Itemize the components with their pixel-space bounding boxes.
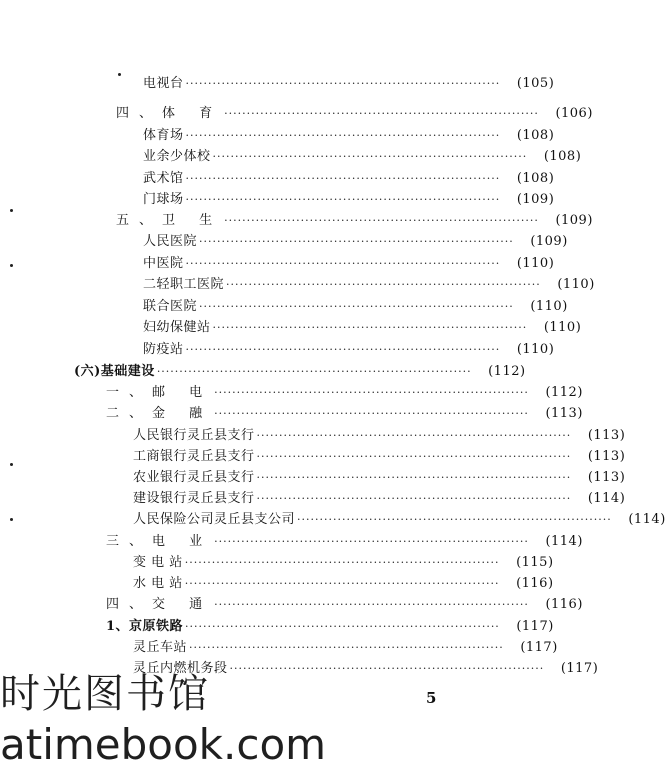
toc-entry — [133, 659, 599, 679]
toc-entry-title: 武术馆 — [143, 171, 184, 186]
toc-entry — [143, 147, 582, 167]
watermark-text-url: atimebook.com — [0, 720, 327, 769]
toc-subsection-entry — [106, 617, 554, 637]
scan-speck — [118, 73, 121, 76]
toc-entry-page: (110) — [516, 256, 555, 271]
toc-leader-dots: ······································································ — [156, 365, 472, 378]
toc-leader-dots: ······································································ — [214, 535, 529, 548]
toc-entry — [143, 190, 555, 210]
toc-leader-dots: ······································································ — [224, 107, 539, 120]
toc-entry-title: 1、京原铁路 — [106, 619, 184, 634]
toc-leader-dots: ······································································ — [256, 471, 572, 484]
toc-entry — [133, 468, 626, 488]
toc-entry-title: 变 电 站 — [133, 555, 183, 570]
toc-entry-page: (109) — [516, 192, 555, 207]
toc-entry-title: 四、体 育 — [116, 106, 223, 121]
toc-entry — [133, 510, 666, 530]
toc-leader-dots: ······································································ — [189, 641, 504, 654]
toc-leader-dots: ······································································ — [256, 450, 572, 463]
toc-entry-title: 建设银行灵丘县支行 — [133, 491, 255, 506]
toc-entry-page: (110) — [557, 277, 595, 292]
toc-entry — [133, 638, 558, 658]
toc-chapter-entry — [74, 362, 526, 382]
toc-entry-page: (110) — [516, 342, 555, 357]
toc-entry-title: 工商银行灵丘县支行 — [133, 449, 255, 464]
toc-section-entry — [106, 532, 583, 552]
toc-entry-title: 四、交 通 — [106, 597, 213, 612]
toc-entry-page: (114) — [628, 512, 666, 527]
toc-entry — [143, 169, 555, 189]
toc-section-entry — [106, 404, 583, 424]
toc-entry-page: (108) — [516, 171, 555, 186]
toc-entry — [143, 126, 555, 146]
toc-entry-page: (110) — [543, 320, 582, 335]
scan-speck — [10, 518, 13, 521]
toc-entry-page: (117) — [516, 619, 554, 634]
toc-entry-page: (116) — [516, 576, 554, 591]
toc-entry — [133, 553, 554, 573]
toc-entry — [143, 74, 555, 94]
toc-leader-dots: ······································································ — [184, 577, 500, 590]
toc-leader-dots: ······································································ — [185, 193, 501, 206]
toc-entry — [133, 426, 626, 446]
toc-entry — [143, 275, 595, 295]
toc-entry-page: (117) — [520, 640, 558, 655]
toc-entry — [143, 232, 568, 252]
toc-entry-page: (106) — [555, 106, 593, 121]
page-number: 5 — [426, 689, 437, 707]
toc-entry — [143, 340, 555, 360]
toc-entry-title: 二轻职工医院 — [143, 277, 225, 292]
toc-entry-title: 水 电 站 — [133, 576, 183, 591]
toc-entry-title: 电视台 — [143, 76, 184, 91]
toc-leader-dots: ······································································ — [212, 321, 528, 334]
toc-entry-title: 防疫站 — [143, 342, 184, 357]
toc-leader-dots: ······································································ — [229, 662, 545, 675]
watermark-text-chinese: 时光图书馆 — [0, 671, 210, 717]
toc-entry-page: (117) — [560, 661, 599, 676]
toc-leader-dots: ······································································ — [214, 386, 529, 399]
toc-leader-dots: ······································································ — [199, 300, 514, 313]
toc-entry-page: (113) — [587, 470, 626, 485]
toc-entry-title: (六)基础建设 — [74, 364, 155, 379]
toc-entry-title: 门球场 — [143, 192, 184, 207]
toc-entry-title: 业余少体校 — [143, 149, 211, 164]
toc-entry — [133, 489, 626, 509]
toc-entry-page: (116) — [545, 597, 583, 612]
toc-entry-page: (110) — [530, 299, 568, 314]
toc-entry-title: 五、卫 生 — [116, 213, 223, 228]
toc-entry-page: (108) — [516, 128, 555, 143]
scan-speck — [10, 264, 13, 267]
toc-entry-page: (112) — [545, 385, 583, 400]
toc-entry-title: 人民医院 — [143, 234, 198, 249]
toc-entry-page: (112) — [488, 364, 526, 379]
toc-entry-title: 灵丘车站 — [133, 640, 188, 655]
toc-entry-page: (113) — [587, 449, 626, 464]
toc-leader-dots: ······································································ — [224, 214, 539, 227]
toc-entry-title: 灵丘内燃机务段 — [133, 661, 228, 676]
toc-entry-title: 一、邮 电 — [106, 385, 213, 400]
toc-entry-page: (109) — [530, 234, 568, 249]
scan-speck — [10, 463, 13, 466]
toc-entry-title: 二、金 融 — [106, 406, 213, 421]
toc-leader-dots: ······································································ — [185, 620, 500, 633]
toc-section-entry — [116, 211, 593, 231]
toc-entry-title: 体育场 — [143, 128, 184, 143]
toc-entry — [133, 447, 626, 467]
toc-leader-dots: ······································································ — [185, 343, 501, 356]
toc-entry-page: (113) — [545, 406, 583, 421]
toc-leader-dots: ······································································ — [297, 513, 612, 526]
toc-entry — [143, 318, 582, 338]
toc-leader-dots: ······································································ — [185, 77, 501, 90]
toc-leader-dots: ······································································ — [212, 150, 528, 163]
toc-entry-title: 三、电 业 — [106, 534, 213, 549]
toc-leader-dots: ······································································ — [185, 129, 501, 142]
toc-entry — [143, 254, 555, 274]
toc-entry-title: 人民银行灵丘县支行 — [133, 428, 255, 443]
toc-leader-dots: ······································································ — [256, 429, 572, 442]
toc-entry-page: (114) — [545, 534, 583, 549]
toc-section-entry — [116, 104, 593, 124]
toc-entry-page: (105) — [516, 76, 555, 91]
toc-entry-title: 人民保险公司灵丘县支公司 — [133, 512, 296, 527]
toc-entry-page: (115) — [516, 555, 554, 570]
toc-leader-dots: ······································································ — [185, 172, 501, 185]
toc-leader-dots: ······································································ — [185, 257, 501, 270]
toc-entry-title: 中医院 — [143, 256, 184, 271]
toc-section-entry — [106, 595, 583, 615]
toc-entry — [143, 297, 568, 317]
toc-entry-page: (114) — [587, 491, 626, 506]
toc-section-entry — [106, 383, 583, 403]
toc-entry-title: 农业银行灵丘县支行 — [133, 470, 255, 485]
toc-entry — [133, 574, 554, 594]
toc-entry-page: (108) — [543, 149, 582, 164]
toc-entry-page: (109) — [555, 213, 593, 228]
toc-leader-dots: ······································································ — [256, 492, 572, 505]
toc-entry-page: (113) — [587, 428, 626, 443]
toc-entry-title: 联合医院 — [143, 299, 198, 314]
scan-speck — [10, 209, 13, 212]
toc-leader-dots: ······································································ — [184, 556, 500, 569]
toc-entry-title: 妇幼保健站 — [143, 320, 211, 335]
toc-leader-dots: ······································································ — [199, 235, 514, 248]
toc-leader-dots: ······································································ — [226, 278, 541, 291]
toc-leader-dots: ······································································ — [214, 598, 529, 611]
toc-leader-dots: ······································································ — [214, 407, 529, 420]
